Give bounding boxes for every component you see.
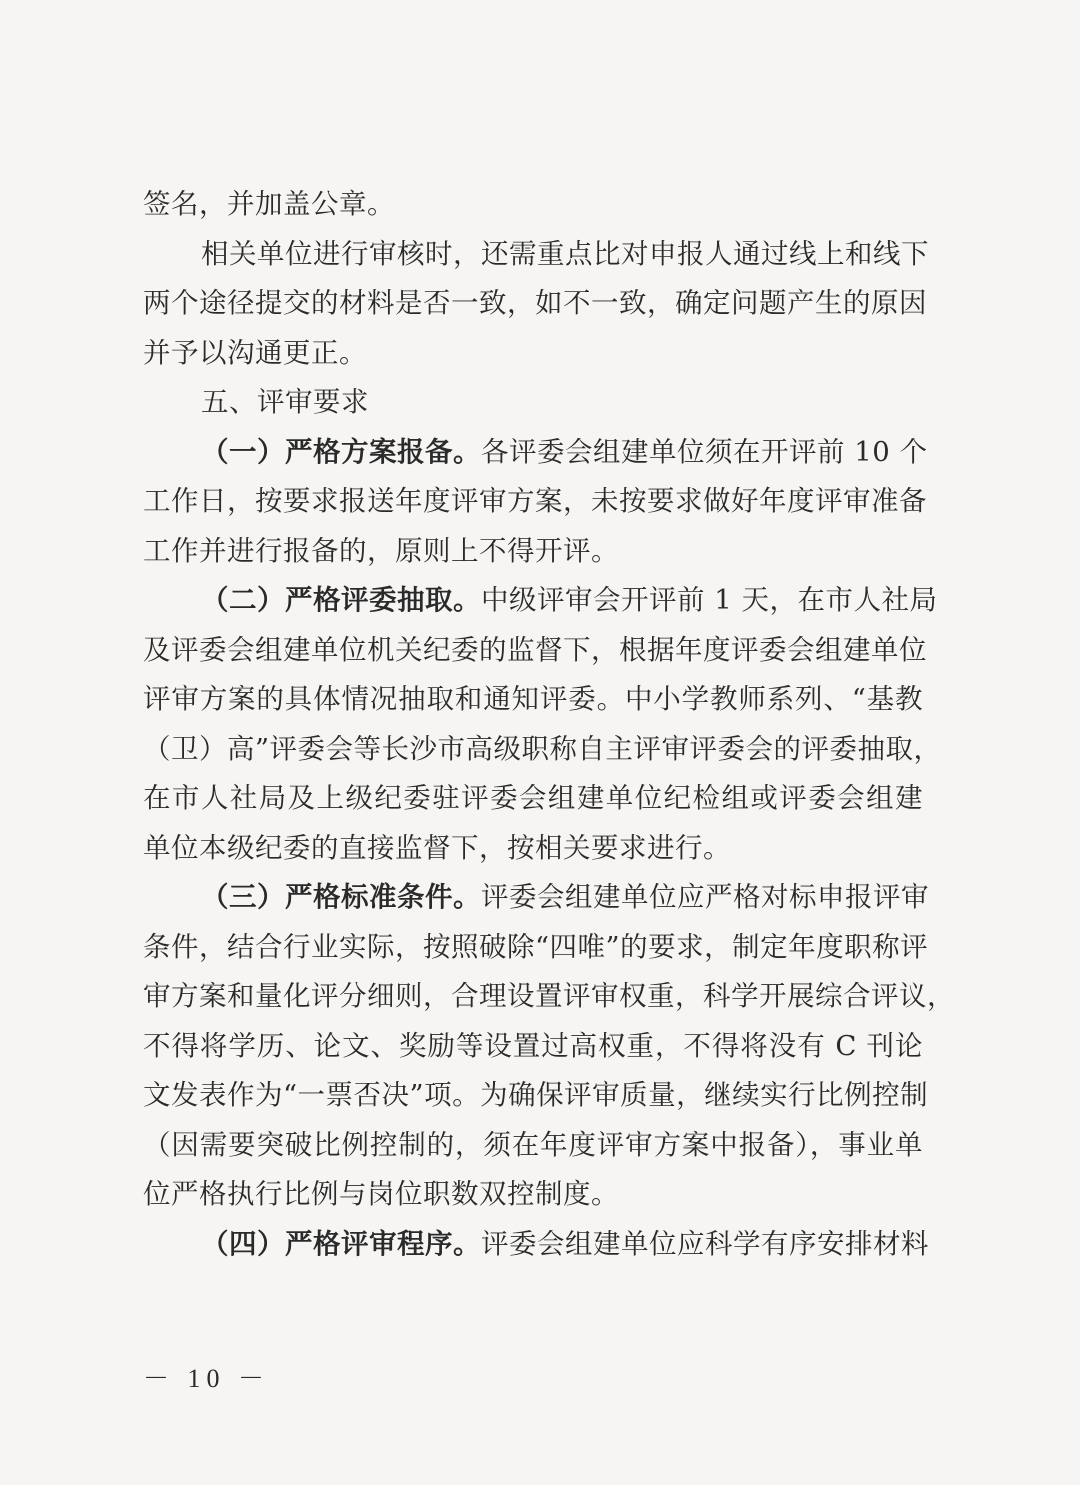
text-line: 条件，结合行业实际，按照破除“四唯”的要求，制定年度职称评 <box>143 930 929 963</box>
body-text <box>143 180 955 1269</box>
text-line: （因需要突破比例控制的，须在年度评审方案中报备），事业单 <box>143 1128 923 1161</box>
text-line: 位严格执行比例与岗位职数双控制度。 <box>143 1178 619 1210</box>
subheading: （三）严格标准条件。 <box>201 881 481 913</box>
text-line: 两个途径提交的材料是否一致，如不一致，确定问题产生的原因 <box>143 287 927 319</box>
section-heading: 五、评审要求 <box>201 386 369 418</box>
text-line: 工作日，按要求报送年度评审方案，未按要求做好年度评审准备 <box>143 485 927 517</box>
subheading: （四）严格评审程序。 <box>201 1227 481 1260</box>
text-line: （三）严格标准条件。评委会组建单位应严格对标申报评审 <box>201 881 929 913</box>
text-line: （卫）高”评委会等长沙市高级职称自主评审评委会的评委抽取， <box>143 732 942 765</box>
text-line: 及评委会组建单位机关纪委的监督下，根据年度评委会组建单位 <box>143 633 927 666</box>
text-line: 单位本级纪委的直接监督下，按相关要求进行。 <box>143 831 731 864</box>
text-line: 在市人社局及上级纪委驻评委会组建单位纪检组或评委会组建 <box>143 782 923 814</box>
text-line: 并予以沟通更正。 <box>143 336 367 369</box>
text-line: 审方案和量化评分细则，合理设置评审权重，科学开展综合评议， <box>143 980 955 1012</box>
text-line: （一）严格方案报备。各评委会组建单位须在开评前 10 个 <box>201 435 928 468</box>
text-line: 评审方案的具体情况抽取和通知评委。中小学教师系列、“基教 <box>143 683 923 715</box>
text-line: 不得将学历、论文、奖励等设置过高权重，不得将没有 C 刊论 <box>143 1029 923 1062</box>
text-line: 相关单位进行审核时，还需重点比对申报人通过线上和线下 <box>201 237 929 270</box>
text-line: （二）严格评委抽取。中级评审会开评前 1 天，在市人社局 <box>201 584 938 616</box>
page-number: － 10 － <box>143 1364 271 1393</box>
text-line: （四）严格评审程序。评委会组建单位应科学有序安排材料 <box>201 1227 929 1260</box>
text-line: 文发表作为“一票否决”项。为确保评审质量，继续实行比例控制 <box>143 1079 929 1111</box>
text-line: 签名，并加盖公章。 <box>143 188 395 220</box>
subheading: （一）严格方案报备。 <box>201 435 481 468</box>
text-line: 工作并进行报备的，原则上不得开评。 <box>143 534 619 567</box>
subheading: （二）严格评委抽取。 <box>201 584 481 616</box>
